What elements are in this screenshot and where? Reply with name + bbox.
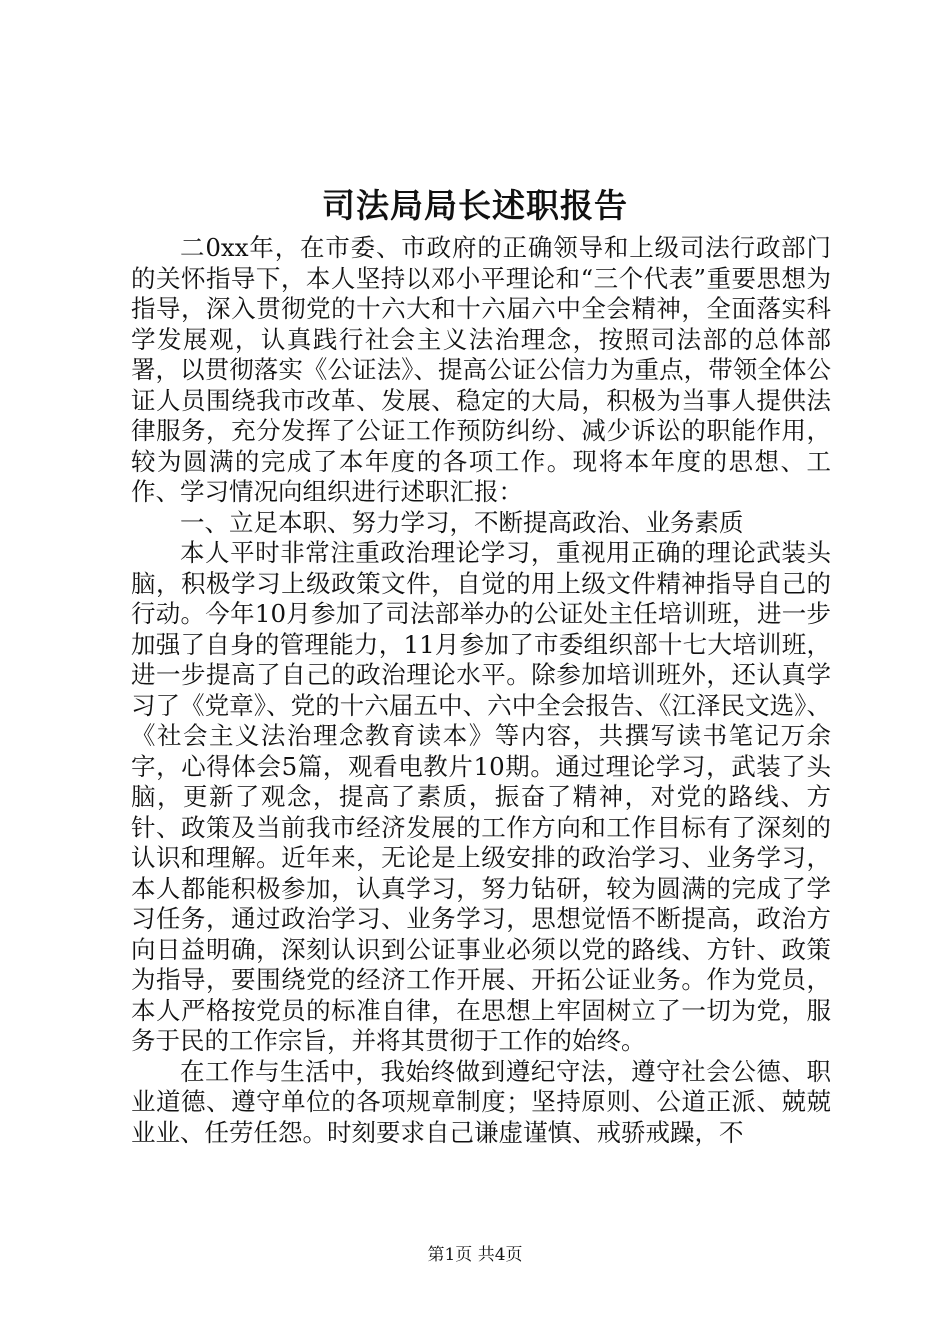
section-heading-1: 一、立足本职、努力学习，不断提高政治、业务素质 [180,507,744,537]
paragraph-intro: 二0xx年，在市委、市政府的正确领导和上级司法行政部门的关怀指导下，本人坚持以邓小平理论和“三个代表”重要思想为指导，深入贯彻党的十六大和十六届六中全会精神，全面落实科学发展观，认真践行社会主义法治理念，按照司法部的总体部署，以贯彻落实《公证法》、提高公证公信力为重点，带领全体公证人员围绕我市改革、发展、稳定的大局，积极为当事人提供法律服务，充分发挥了公证工作预防纠纷、减少诉讼的职能作用，较为圆满的完成了本年度的各项工作。现将本年度的思想、工作、学习情况向组织进行述职汇报： [131,233,831,506]
paragraph-conduct: 在工作与生活中，我始终做到遵纪守法，遵守社会公德、职业道德、遵守单位的各项规章制度；坚持原则、公道正派、兢兢业业、任劳任怨。时刻要求自己谦虚谨慎、戒骄戒躁，不 [131,1056,831,1147]
document-body [131,233,831,1148]
page-number-footer: 第1页 共4页 [427,1245,523,1265]
paragraph-study: 本人平时非常注重政治理论学习，重视用正确的理论武装头脑，积极学习上级政策文件，自觉的用上级文件精神指导自己的行动。今年10月参加了司法部举办的公证处主任培训班，进一步加强了自身的管理能力，11月参加了市委组织部十七大培训班，进一步提高了自己的政治理论水平。除参加培训班外，还认真学习了《党章》、党的十六届五中、六中全会报告、《江泽民文选》、《社会主义法治理念教育读本》等内容，共撰写读书笔记万余字，心得体会5篇，观看电教片10期。通过理论学习，武装了头脑，更新了观念，提高了素质，振奋了精神，对党的路线、方针、政策及当前我市经济发展的工作方向和工作目标有了深刻的认识和理解。近年来，无论是上级安排的政治学习、业务学习，本人都能积极参加，认真学习，努力钻研，较为圆满的完成了学习任务，通过政治学习、业务学习，思想觉悟不断提高，政治方向日益明确，深刻认识到公证事业必须以党的路线、方针、政策为指导，要围绕党的经济工作开展、开拓公证业务。作为党员，本人严格按党员的标准自律，在思想上牢固树立了一切为党，服务于民的工作宗旨，并将其贯彻于工作的始终。 [131,538,831,1055]
document-title: 司法局局长述职报告 [322,186,628,225]
